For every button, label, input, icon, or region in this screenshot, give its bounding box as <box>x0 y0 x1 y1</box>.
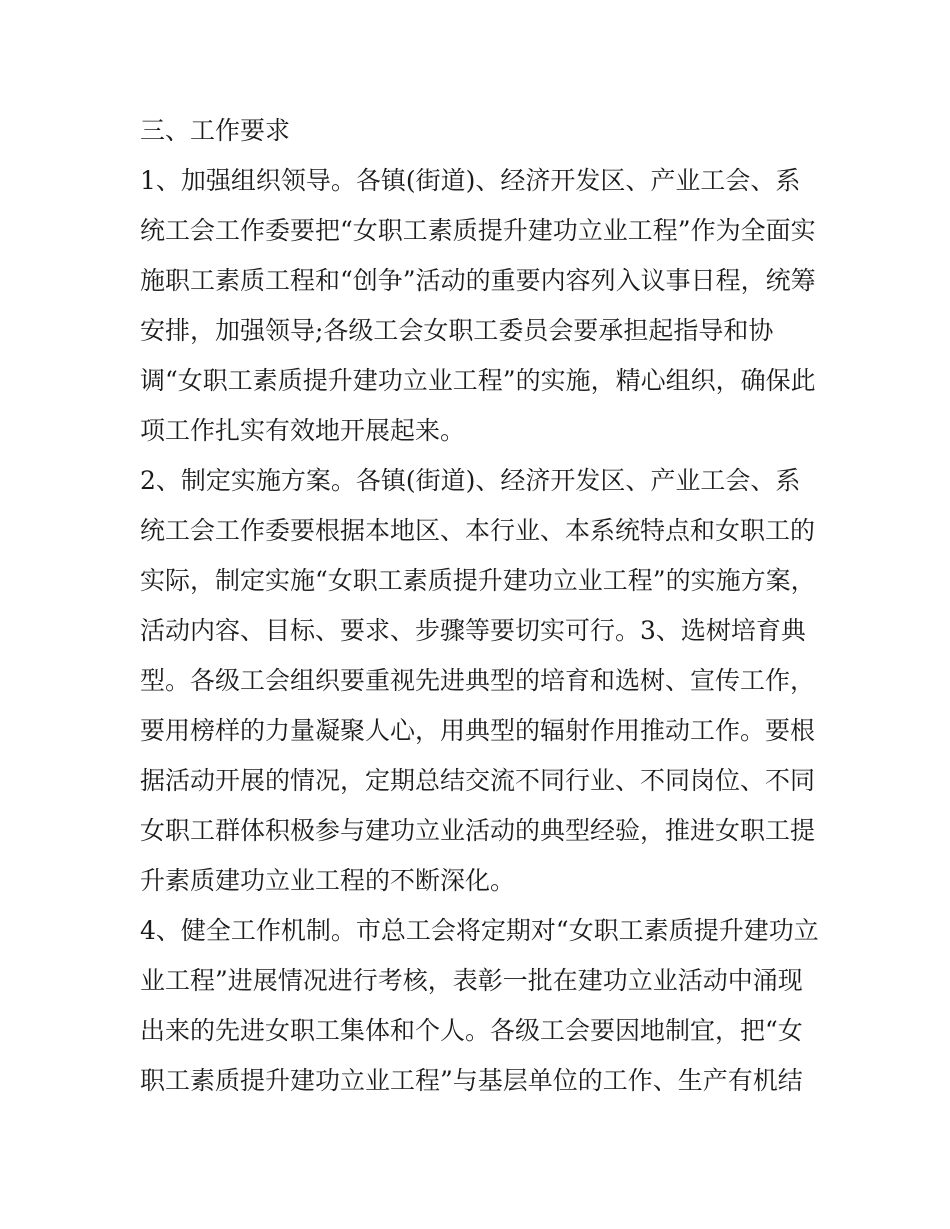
text-line: 2、制定实施方案。各镇(街道)、经济开发区、产业工会、系 <box>140 466 801 495</box>
text-line: 调“女职工素质提升建功立业工程”的实施，精心组织，确保此 <box>140 366 816 395</box>
text-line: 要用榜样的力量凝聚人心，用典型的辐射作用推动工作。要根 <box>140 716 816 745</box>
text-line: 项工作扎实有效地开展起来。 <box>140 416 466 445</box>
text-line: 业工程”进展情况进行考核，表彰一批在建功立业活动中涌现 <box>140 966 803 995</box>
text-line: 活动内容、目标、要求、步骤等要切实可行。3、选树培育典 <box>140 616 806 645</box>
text-line: 4、健全工作机制。市总工会将定期对“女职工素质提升建功立 <box>140 916 819 945</box>
text-line: 统工会工作委要根据本地区、本行业、本系统特点和女职工的 <box>140 516 816 545</box>
text-line: 施职工素质工程和“创争”活动的重要内容列入议事日程，统筹 <box>140 266 816 295</box>
text-line: 出来的先进女职工集体和个人。各级工会要因地制宜，把“女 <box>140 1016 803 1045</box>
text-line: 安排，加强领导;各级工会女职工委员会要承担起指导和协 <box>140 316 774 345</box>
text-line: 职工素质提升建功立业工程”与基层单位的工作、生产有机结 <box>140 1066 803 1095</box>
text-line: 型。各级工会组织要重视先进典型的培育和选树、宣传工作， <box>140 666 816 695</box>
text-line: 实际，制定实施“女职工素质提升建功立业工程”的实施方案， <box>140 566 816 595</box>
section-heading: 三、工作要求 <box>140 116 291 145</box>
text-line: 统工会工作委要把“女职工素质提升建功立业工程”作为全面实 <box>140 216 816 245</box>
text-line: 升素质建功立业工程的不断深化。 <box>140 866 516 895</box>
text-line: 女职工群体积极参与建功立业活动的典型经验，推进女职工提 <box>140 816 816 845</box>
text-line: 1、加强组织领导。各镇(街道)、经济开发区、产业工会、系 <box>140 166 801 195</box>
text-line: 据活动开展的情况，定期总结交流不同行业、不同岗位、不同 <box>140 766 816 795</box>
